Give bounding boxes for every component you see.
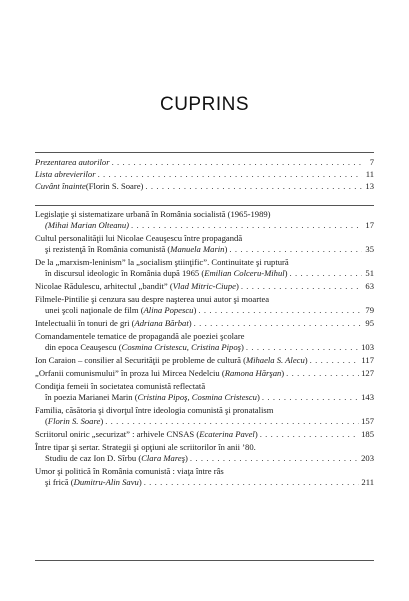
toc-entry-line bbox=[35, 368, 374, 379]
dot-leader bbox=[145, 181, 362, 192]
toc-entry[interactable] bbox=[35, 169, 374, 180]
toc-entry[interactable] bbox=[35, 368, 374, 379]
dot-leader bbox=[241, 281, 362, 292]
toc-entry-line bbox=[35, 257, 374, 268]
toc-entry-line bbox=[35, 342, 374, 353]
bottom-rule bbox=[35, 560, 374, 561]
entry-text-segment: ) bbox=[188, 318, 192, 328]
toc-entry[interactable] bbox=[35, 331, 374, 353]
entry-text-segment: Umor şi politică în România comunistă : viaţa între râs bbox=[35, 466, 224, 476]
page-number: 7 bbox=[369, 157, 374, 167]
entry-text-segment: şi rezistenţă în România comunistă ( bbox=[45, 244, 171, 254]
entry-text-segment: ) bbox=[256, 392, 260, 402]
entry-text-segment: Manuela Marin bbox=[170, 244, 225, 254]
dot-leader bbox=[262, 392, 359, 403]
entry-text-segment: Ion Caraion – consilier al Securităţii pe probleme de cultură ( bbox=[35, 355, 246, 365]
entry-text-segment: Florin S. Soare bbox=[47, 416, 101, 426]
toc-entry-line bbox=[35, 244, 374, 255]
toc-entry[interactable] bbox=[35, 157, 374, 168]
entry-text-segment: ) bbox=[254, 429, 258, 439]
entry-text-segment: Prezentarea autorilor bbox=[35, 157, 110, 167]
toc-entry-line bbox=[35, 392, 374, 403]
toc-entry-line bbox=[35, 181, 374, 192]
entry-text-segment: Între tipar şi sertar. Strategii şi opţiuni ale scriitorilor în anii ’80. bbox=[35, 442, 256, 452]
dot-leader bbox=[246, 342, 359, 353]
entry-text-segment: ( bbox=[45, 416, 48, 426]
entry-text-segment: ) bbox=[193, 305, 197, 315]
toc-entry[interactable] bbox=[35, 442, 374, 464]
entry-text-segment: Cultul personalităţii lui Nicolae Ceauşescu între propagandă bbox=[35, 233, 243, 243]
dot-leader bbox=[286, 368, 359, 379]
entry-text-segment: Cuvânt înainte bbox=[35, 181, 86, 191]
toc-entry-line bbox=[35, 209, 374, 220]
dot-leader bbox=[310, 355, 360, 366]
entry-text-segment: Filmele-Pintilie şi cenzura sau despre naşterea unui autor şi moartea bbox=[35, 294, 270, 304]
entry-text-segment: ) bbox=[281, 368, 285, 378]
page-number: 211 bbox=[361, 477, 374, 487]
top-rule bbox=[35, 152, 374, 153]
page-number: 157 bbox=[361, 416, 374, 426]
entry-text-segment: Alina Popescu bbox=[143, 305, 194, 315]
toc-entry-line bbox=[35, 157, 374, 168]
toc-entry-line bbox=[35, 442, 374, 453]
entry-text-segment: Condiţia femeii în societatea comunistă reflectată bbox=[35, 381, 206, 391]
entry-text-segment: Emilian Colceru-Mihul bbox=[204, 268, 285, 278]
page-number: 95 bbox=[365, 318, 374, 328]
toc-entry[interactable] bbox=[35, 181, 374, 192]
toc-entry-line bbox=[35, 381, 374, 392]
page-number: 103 bbox=[361, 342, 374, 352]
entry-text-segment: ) bbox=[100, 416, 104, 426]
page-number: 117 bbox=[361, 355, 374, 365]
entry-text-segment: din epoca Ceauşescu ( bbox=[45, 342, 122, 352]
entry-text-segment: ) bbox=[304, 355, 308, 365]
toc-entry-line bbox=[35, 305, 374, 316]
toc-entry-line bbox=[35, 331, 374, 342]
entry-text-segment: Dumitru-Alin Savu bbox=[73, 477, 139, 487]
page-number: 51 bbox=[365, 268, 374, 278]
entry-text-segment: (Florin S. Soare) bbox=[85, 181, 144, 191]
toc-entry[interactable] bbox=[35, 429, 374, 440]
front-matter-list bbox=[35, 157, 374, 193]
toc-entry[interactable] bbox=[35, 466, 374, 488]
dot-leader bbox=[131, 220, 362, 231]
toc-entry[interactable] bbox=[35, 209, 374, 231]
page-number: 17 bbox=[365, 220, 374, 230]
toc-entry-line bbox=[35, 294, 374, 305]
entry-text-segment: Cosmina Cristescu, Cristina Pipoş bbox=[121, 342, 241, 352]
toc-entry-line bbox=[35, 355, 374, 366]
entry-text-segment: Ecaterina Pavel bbox=[199, 429, 255, 439]
section-rule bbox=[35, 205, 374, 206]
page-number: 143 bbox=[361, 392, 374, 402]
entry-text-segment: ) bbox=[138, 477, 142, 487]
toc-entry[interactable] bbox=[35, 257, 374, 279]
entry-text-segment: în discursul ideologic în România după 1965 ( bbox=[45, 268, 205, 278]
entry-text-segment: Studiu de caz Ion D. Sîrbu ( bbox=[45, 453, 142, 463]
entry-text-segment: Adriana Bărbat bbox=[134, 318, 189, 328]
entry-text-segment: în poezia Marianei Marin ( bbox=[45, 392, 138, 402]
entry-text-segment: Scriitorul oniric „securizat” : arhivele CNSAS ( bbox=[35, 429, 200, 439]
entry-text-segment: Nicolae Rădulescu, arhitectul „bandit” ( bbox=[35, 281, 173, 291]
dot-leader bbox=[190, 453, 359, 464]
entry-text-segment: şi frică ( bbox=[45, 477, 74, 487]
entry-text-segment: ) bbox=[235, 281, 239, 291]
dot-leader bbox=[290, 268, 362, 279]
page-number: 203 bbox=[361, 453, 374, 463]
entry-text-segment: Mihaela S. Alecu bbox=[245, 355, 305, 365]
toc-entry-line bbox=[35, 281, 374, 292]
entry-text-segment: Intelectualii în tonuri de gri ( bbox=[35, 318, 135, 328]
toc-entry-line bbox=[35, 318, 374, 329]
entry-text-segment: Lista abrevierilor bbox=[35, 169, 96, 179]
entry-text-segment: Vlad Mitric-Ciupe bbox=[172, 281, 236, 291]
entry-text-segment: ) bbox=[185, 453, 188, 463]
toc-entry-line bbox=[35, 268, 374, 279]
toc-entry-line bbox=[35, 233, 374, 244]
toc-entry[interactable] bbox=[35, 318, 374, 329]
page-number: 11 bbox=[365, 169, 374, 179]
page-title: CUPRINS bbox=[159, 94, 249, 115]
page-number: 185 bbox=[361, 429, 374, 439]
toc-entry[interactable] bbox=[35, 294, 374, 316]
entry-text-segment: Ramona Hărşan bbox=[224, 368, 282, 378]
entry-text-segment: Cristina Pipoş, Cosmina Cristescu bbox=[137, 392, 257, 402]
dot-leader bbox=[198, 305, 362, 316]
toc-entry-line bbox=[35, 169, 374, 180]
entry-text-segment: Comandamentele tematice de propagandă ale poeziei şcolare bbox=[35, 331, 245, 341]
dot-leader bbox=[112, 157, 362, 168]
entry-text-segment: Clara Mareş bbox=[141, 453, 186, 463]
toc-entry-line bbox=[35, 429, 374, 440]
toc-entry[interactable] bbox=[35, 405, 374, 427]
entry-text-segment: ) bbox=[284, 268, 288, 278]
toc-entry[interactable] bbox=[35, 233, 374, 255]
toc-entry-line bbox=[35, 477, 374, 488]
entry-text-segment: „Orfanii comunismului” în proza lui Mircea Nedelciu ( bbox=[35, 368, 225, 378]
dot-leader bbox=[229, 244, 362, 255]
page-number: 79 bbox=[365, 305, 374, 315]
page-number: 35 bbox=[365, 244, 374, 254]
toc-entry[interactable] bbox=[35, 281, 374, 292]
dot-leader bbox=[98, 169, 362, 180]
toc-entry-line bbox=[35, 416, 374, 427]
entry-text-segment: Familia, căsătoria şi divorţul între ideologia comunistă şi pronatalism bbox=[35, 405, 274, 415]
dot-leader bbox=[144, 477, 360, 488]
dot-leader bbox=[105, 416, 359, 427]
entry-text-segment: De la „marxism-leninism” la „socialism ştiinţific”. Continuitate şi ruptură bbox=[35, 257, 289, 267]
toc-entry-line bbox=[35, 453, 374, 464]
toc-entry-line bbox=[35, 405, 374, 416]
toc-entry[interactable] bbox=[35, 381, 374, 403]
dot-leader bbox=[194, 318, 362, 329]
dot-leader bbox=[260, 429, 359, 440]
entry-text-segment: Legislaţie şi sistematizare urbană în România socialistă (1965-1989) bbox=[35, 209, 271, 219]
entry-text-segment: unei şcoli naţionale de film ( bbox=[45, 305, 144, 315]
entry-text-segment: ) bbox=[240, 342, 244, 352]
page-number: 127 bbox=[361, 368, 374, 378]
page-number: 63 bbox=[365, 281, 374, 291]
entry-text-segment: (Mihai Marian Olteanu) bbox=[45, 220, 130, 230]
page-number: 13 bbox=[365, 181, 374, 191]
toc-entry-line bbox=[35, 220, 374, 231]
entry-text-segment: ) bbox=[224, 244, 228, 254]
contents-list bbox=[35, 209, 374, 490]
toc-entry-line bbox=[35, 466, 374, 477]
toc-entry[interactable] bbox=[35, 355, 374, 366]
